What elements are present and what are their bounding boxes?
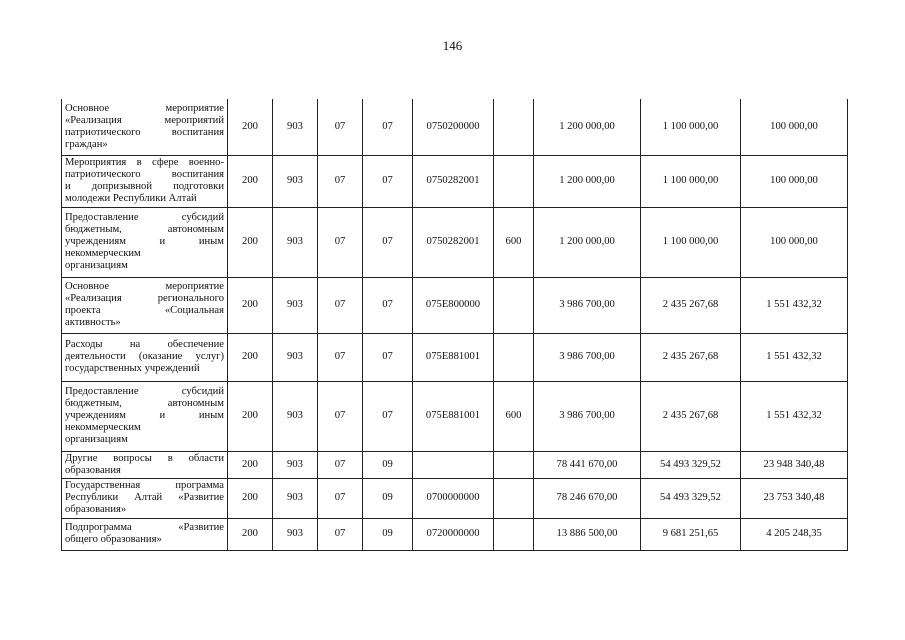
cell-col7: 3 986 700,00: [534, 333, 641, 381]
cell-col5: 075E881001: [413, 333, 494, 381]
cell-col1: 200: [228, 99, 273, 155]
cell-col5: 0700000000: [413, 478, 494, 518]
table-row: [62, 277, 848, 333]
cell-col7: 13 886 500,00: [534, 518, 641, 550]
cell-col3: 07: [318, 478, 363, 518]
cell-col9: 100 000,00: [741, 207, 848, 277]
table-row: [62, 155, 848, 207]
cell-col8: 1 100 000,00: [641, 99, 741, 155]
row-name-line: «Реализация регионального: [65, 293, 224, 304]
cell-col6: [494, 518, 534, 550]
row-name-line: учреждениям и иным: [65, 410, 224, 421]
row-name-line: патриотического воспитания: [65, 169, 224, 180]
row-name-line: активность»: [65, 317, 121, 328]
row-name-line: бюджетным, автономным: [65, 398, 224, 409]
cell-col4: 09: [363, 518, 413, 550]
row-name: [62, 207, 228, 277]
cell-col2: 903: [273, 478, 318, 518]
cell-col6: [494, 333, 534, 381]
cell-col7: 3 986 700,00: [534, 277, 641, 333]
row-name-line: и допризывной подготовки: [65, 181, 224, 192]
row-name-line: Расходы на обеспечение: [65, 339, 224, 350]
cell-col6: [494, 277, 534, 333]
row-name-line: Другие вопросы в области: [65, 452, 224, 464]
row-name-line: патриотического воспитания: [65, 126, 224, 138]
cell-col1: 200: [228, 155, 273, 207]
row-name: [62, 155, 228, 207]
cell-col3: 07: [318, 277, 363, 333]
table-row: [62, 518, 848, 550]
cell-col9: 23 753 340,48: [741, 478, 848, 518]
cell-col2: 903: [273, 451, 318, 478]
row-name: [62, 381, 228, 451]
row-name-line: учреждениям и иным: [65, 236, 224, 247]
row-name-line: Государственная программа: [65, 480, 224, 491]
row-name-line: Предоставление субсидий: [65, 386, 224, 397]
row-name: [62, 277, 228, 333]
cell-col5: 0750282001: [413, 207, 494, 277]
cell-col1: 200: [228, 333, 273, 381]
row-name-line: образования»: [65, 504, 127, 515]
cell-col6: 600: [494, 381, 534, 451]
cell-col4: 09: [363, 451, 413, 478]
row-name-line: бюджетным, автономным: [65, 224, 224, 235]
cell-col2: 903: [273, 381, 318, 451]
table-row: [62, 207, 848, 277]
cell-col3: 07: [318, 333, 363, 381]
cell-col7: 1 200 000,00: [534, 155, 641, 207]
table-row: [62, 333, 848, 381]
cell-col5: 075E881001: [413, 381, 494, 451]
cell-col8: 1 100 000,00: [641, 207, 741, 277]
cell-col3: 07: [318, 155, 363, 207]
table-row: [62, 451, 848, 478]
cell-col9: 1 551 432,32: [741, 381, 848, 451]
cell-col9: 1 551 432,32: [741, 277, 848, 333]
row-name-line: Основное мероприятие: [65, 281, 224, 292]
row-name-line: граждан»: [65, 138, 108, 150]
cell-col1: 200: [228, 451, 273, 478]
table-row: [62, 381, 848, 451]
row-name-line: «Реализация мероприятий: [65, 114, 224, 126]
cell-col6: [494, 155, 534, 207]
cell-col5: [413, 451, 494, 478]
cell-col4: 07: [363, 207, 413, 277]
cell-col7: 78 246 670,00: [534, 478, 641, 518]
row-name-line: общего образования»: [65, 534, 162, 545]
row-name-line: организациям: [65, 260, 128, 271]
row-name-line: деятельности (оказание услуг): [65, 351, 224, 362]
cell-col8: 1 100 000,00: [641, 155, 741, 207]
cell-col7: 1 200 000,00: [534, 99, 641, 155]
cell-col2: 903: [273, 207, 318, 277]
cell-col8: 9 681 251,65: [641, 518, 741, 550]
row-name: [62, 451, 228, 478]
page-number: 146: [442, 38, 463, 53]
cell-col9: 100 000,00: [741, 99, 848, 155]
cell-col6: 600: [494, 207, 534, 277]
row-name: [62, 478, 228, 518]
cell-col2: 903: [273, 518, 318, 550]
row-name-line: Подпрограмма «Развитие: [65, 522, 224, 533]
row-name-line: некоммерческим: [65, 422, 141, 433]
row-name-line: проекта «Социальная: [65, 305, 224, 316]
cell-col6: [494, 451, 534, 478]
cell-col1: 200: [228, 381, 273, 451]
cell-col5: 0720000000: [413, 518, 494, 550]
cell-col6: [494, 99, 534, 155]
cell-col4: 07: [363, 277, 413, 333]
row-name-line: молодежи Республики Алтай: [65, 193, 197, 204]
cell-col8: 2 435 267,68: [641, 333, 741, 381]
cell-col3: 07: [318, 207, 363, 277]
table-row: [62, 99, 848, 155]
row-name-line: Основное мероприятие: [65, 102, 224, 114]
cell-col9: 1 551 432,32: [741, 333, 848, 381]
cell-col8: 2 435 267,68: [641, 381, 741, 451]
cell-col1: 200: [228, 478, 273, 518]
row-name: [62, 99, 228, 155]
row-name: [62, 333, 228, 381]
cell-col3: 07: [318, 451, 363, 478]
row-name-line: образования: [65, 464, 121, 476]
cell-col7: 78 441 670,00: [534, 451, 641, 478]
cell-col9: 4 205 248,35: [741, 518, 848, 550]
cell-col3: 07: [318, 99, 363, 155]
cell-col5: 075E800000: [413, 277, 494, 333]
row-name-line: организациям: [65, 434, 128, 445]
cell-col4: 07: [363, 333, 413, 381]
row-name-line: некоммерческим: [65, 248, 141, 259]
cell-col5: 0750200000: [413, 99, 494, 155]
cell-col2: 903: [273, 155, 318, 207]
cell-col2: 903: [273, 99, 318, 155]
cell-col2: 903: [273, 277, 318, 333]
cell-col4: 07: [363, 99, 413, 155]
cell-col1: 200: [228, 277, 273, 333]
cell-col3: 07: [318, 518, 363, 550]
cell-col5: 0750282001: [413, 155, 494, 207]
row-name-line: Мероприятия в сфере военно-: [65, 157, 224, 168]
cell-col4: 09: [363, 478, 413, 518]
cell-col4: 07: [363, 155, 413, 207]
cell-col9: 23 948 340,48: [741, 451, 848, 478]
cell-col7: 1 200 000,00: [534, 207, 641, 277]
budget-table: [61, 99, 848, 551]
cell-col8: 2 435 267,68: [641, 277, 741, 333]
cell-col2: 903: [273, 333, 318, 381]
row-name-line: Республики Алтай «Развитие: [65, 492, 224, 503]
cell-col6: [494, 478, 534, 518]
cell-col8: 54 493 329,52: [641, 478, 741, 518]
row-name-line: Предоставление субсидий: [65, 212, 224, 223]
cell-col1: 200: [228, 207, 273, 277]
cell-col8: 54 493 329,52: [641, 451, 741, 478]
row-name-line: государственных учреждений: [65, 363, 200, 374]
cell-col7: 3 986 700,00: [534, 381, 641, 451]
row-name: [62, 518, 228, 550]
cell-col4: 07: [363, 381, 413, 451]
cell-col1: 200: [228, 518, 273, 550]
cell-col9: 100 000,00: [741, 155, 848, 207]
table-row: [62, 478, 848, 518]
cell-col3: 07: [318, 381, 363, 451]
